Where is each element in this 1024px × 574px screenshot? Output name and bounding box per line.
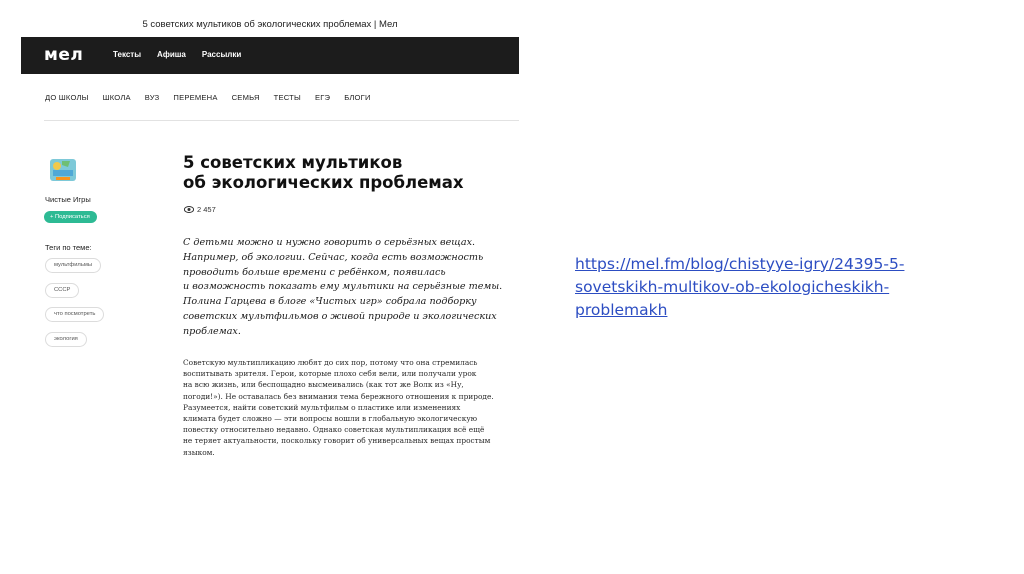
author-name[interactable]: Чистые Игры xyxy=(45,195,91,204)
body-line: погоди!»). Не оставалась без внимания тема бережного отношения к природе. xyxy=(183,391,494,401)
body-line: воспитывать зрителя. Герои, которые плохо себя вели, или получали урок xyxy=(183,369,477,379)
nav-item-newsletters[interactable]: Рассылки xyxy=(201,50,242,59)
section-university[interactable]: ВУЗ xyxy=(144,93,160,102)
article-url-link[interactable] xyxy=(575,253,955,322)
section-blogs[interactable]: БЛОГИ xyxy=(344,93,371,102)
lead-line: советских мультфильмов о живой природе и экологических xyxy=(183,310,497,322)
headline-line: об экологических проблемах xyxy=(183,173,464,192)
nav-item-texts[interactable]: Тексты xyxy=(113,50,142,59)
nav-item-afisha[interactable]: Афиша xyxy=(157,50,186,59)
views-counter xyxy=(184,205,216,214)
lead-line: Полина Гарцева в блоге «Чистых игр» собрала подборку xyxy=(183,296,477,308)
body-line: на всю жизнь, или беспощадно высмеивались (как тот же Волк из «Ну, xyxy=(183,380,464,390)
site-header xyxy=(21,37,519,74)
article-body xyxy=(183,357,503,458)
lead-line: и возможность показать ему мультики на серьёзные темы. xyxy=(183,281,503,293)
nav-divider xyxy=(44,120,519,121)
lead-line: С детьми можно и нужно говорить о серьёзных вещах. xyxy=(183,237,476,248)
tag-ussr[interactable]: СССР xyxy=(45,283,79,298)
lead-line: проводить больше времени с ребёнком, появилась xyxy=(183,266,446,278)
lead-line: проблемах. xyxy=(183,325,241,337)
top-nav xyxy=(113,50,241,59)
link-line[interactable]: sovetskikh-multikov-ob-ekologicheskikh- xyxy=(575,278,890,296)
chistye-igry-logo-icon[interactable] xyxy=(48,155,78,185)
lead-line: Например, об экологии. Сейчас, когда есть возможность xyxy=(183,251,484,263)
article-headline xyxy=(183,153,464,193)
link-line[interactable]: problemakh xyxy=(575,301,668,319)
tag-what-to-watch[interactable]: что посмотреть xyxy=(45,307,104,322)
tag-cartoons[interactable]: мультфильмы xyxy=(45,258,101,273)
section-ege[interactable]: ЕГЭ xyxy=(314,93,331,102)
subscribe-button[interactable]: + Подписаться xyxy=(44,211,97,223)
section-tests[interactable]: ТЕСТЫ xyxy=(273,93,301,102)
body-line: повестку относительно недавно. Однако советская мультипликация всё ещё xyxy=(183,425,485,435)
section-school[interactable]: ШКОЛА xyxy=(102,93,131,102)
section-break[interactable]: ПЕРЕМЕНА xyxy=(173,93,218,102)
section-family[interactable]: СЕМЬЯ xyxy=(231,93,260,102)
body-line: Советскую мультипликацию любят до сих пор, потому что она стремилась xyxy=(183,358,478,367)
section-nav xyxy=(45,93,371,102)
headline-line: 5 советских мультиков xyxy=(183,153,403,172)
body-line: языком. xyxy=(183,447,215,457)
body-line: не теряет актуальности, поскольку говорит об универсальных вещах простым xyxy=(183,436,491,446)
body-line: климата будет сложно — эти вопросы вошли в глобальную экологическую xyxy=(183,414,478,424)
views-count: 2 457 xyxy=(197,205,216,214)
eye-icon xyxy=(184,206,194,213)
body-line: Разумеется, найти советский мультфильм о пластике или изменениях xyxy=(183,402,461,412)
link-line[interactable]: https://mel.fm/blog/chistyye-igry/24395-5- xyxy=(575,255,905,273)
site-logo[interactable]: мел xyxy=(44,45,84,65)
tag-ecology[interactable]: экология xyxy=(45,332,87,347)
page-title: 5 советских мультиков об экологических проблемах | Мел xyxy=(142,19,398,30)
section-preschool[interactable]: ДО ШКОЛЫ xyxy=(45,93,89,102)
topics-label: Теги по теме: xyxy=(45,243,92,252)
article-lead xyxy=(183,236,503,340)
